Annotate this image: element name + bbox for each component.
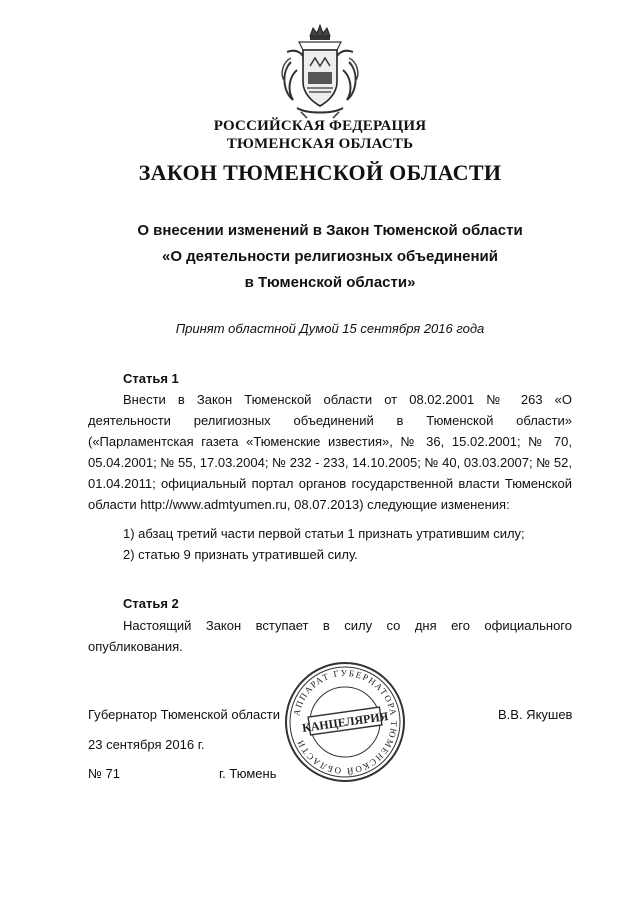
- signing-date: 23 сентября 2016 г.: [88, 737, 205, 752]
- signatory-position: Губернатор Тюменской области: [88, 707, 280, 722]
- subject-line-3: в Тюменской области»: [244, 274, 416, 291]
- adoption-note: Принят областной Думой 15 сентября 2016 года: [175, 321, 485, 336]
- article-1-text: Внести в Закон Тюменской области от 08.02.2001 № 263 «О деятельности религиозных объединений в Тюменской области» («Парламентская газета «Тюменские известия», № 36, 15.02.2001; № 70, 05.04.2001; № 55, 17.03.2004; № 232 - 233, 14.10.2005; № 40, 03.03.2007; № 52, 01.04.2011; официальный портал органов государственной власти Тюменской области http://www.admtyumen.ru, 08.07.2013) следующие изменения:: [88, 392, 572, 512]
- stamp-seal-icon: [283, 660, 407, 784]
- article-1-item-1: 1) абзац третий части первой статьи 1 признать утратившим силу;: [123, 526, 525, 541]
- article-2-text: Настоящий Закон вступает в силу со дня его официального опубликования.: [88, 618, 572, 654]
- law-title: ЗАКОН ТЮМЕНСКОЙ ОБЛАСТИ: [138, 160, 502, 185]
- stamp-center-text: КАНЦЕЛЯРИЯ: [301, 709, 390, 735]
- subject-line-2: «О деятельности религиозных объединений: [161, 248, 498, 265]
- signing-city: г. Тюмень: [219, 766, 277, 781]
- subject-line-1: О внесении изменений в Закон Тюменской области: [137, 222, 523, 239]
- article-2-title: Статья 2: [123, 596, 179, 611]
- stamp-ring-text: АППАРАТ ГУБЕРНАТОРА ТЮМЕНСКОЙ ОБЛАСТИ: [291, 667, 400, 777]
- country-heading: РОССИЙСКАЯ ФЕДЕРАЦИЯ: [213, 118, 427, 134]
- region-heading: ТЮМЕНСКАЯ ОБЛАСТЬ: [226, 136, 414, 152]
- coat-of-arms-emblem: [277, 22, 363, 122]
- signatory-name: В.В. Якушев: [498, 707, 573, 722]
- office-stamp: [283, 660, 407, 784]
- article-1-title: Статья 1: [123, 371, 179, 386]
- law-number: № 71: [88, 766, 121, 781]
- article-1-item-2: 2) статью 9 признать утратившей силу.: [123, 547, 358, 562]
- tyumen-coat-of-arms-icon: [277, 22, 363, 122]
